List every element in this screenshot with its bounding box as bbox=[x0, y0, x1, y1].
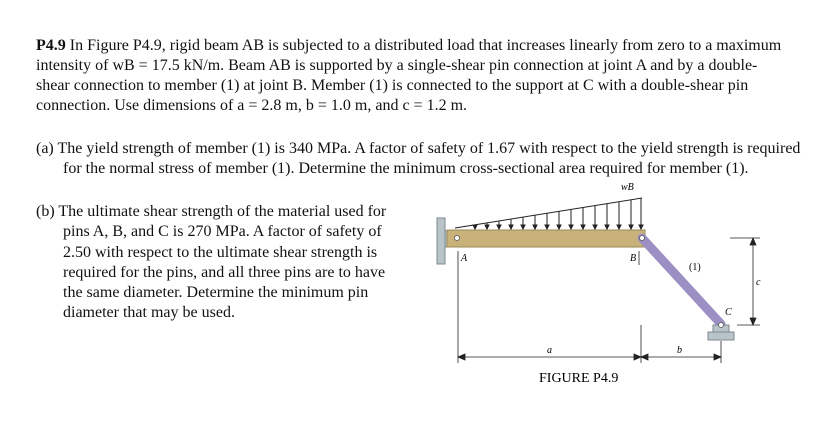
dim-a-label: a bbox=[547, 345, 552, 356]
pin-a bbox=[455, 236, 460, 241]
member-label: (1) bbox=[689, 262, 701, 273]
load-arrows bbox=[473, 198, 643, 229]
member-1 bbox=[642, 238, 721, 324]
part-b bbox=[36, 202, 408, 324]
problem-intro: In Figure P4.9, rigid beam AB is subjected to a distributed load that increases linearly from zero to a maximum intensity of wB = 17.5 kN/m. Beam AB is supported by a single-shear pin connection at joint A and by a double-shear connection to member (1) at joint B. Member (1) is connected to the support at C with a double-shear pin connection. Use dimensions of a = 2.8 m, b = 1.0 m, and c = 1.2 m. bbox=[36, 37, 782, 114]
label-b: B bbox=[630, 253, 637, 264]
part-a-text: The yield strength of member (1) is 340 MPa. A factor of safety of 1.67 with respect to the yield strength is required for the normal stress of member (1). Determine the minimum cross-sectional area required for member (1). bbox=[57, 140, 801, 177]
figure-caption: FIGURE P4.9 bbox=[539, 371, 619, 386]
dim-b-label: b bbox=[677, 345, 682, 356]
figure-p4-9 bbox=[425, 175, 785, 390]
wall-support bbox=[437, 218, 445, 264]
pin-c bbox=[719, 323, 724, 328]
part-b-label: (b) bbox=[36, 203, 55, 220]
part-b-text: The ultimate shear strength of the material used for pins A, B, and C is 270 MPa. A factor of safety of 2.50 with respect to the ultimate shear strength is required for the pins, and all three pins are to have the same diameter. Determine the minimum pin diameter that may be used. bbox=[58, 203, 387, 322]
part-a-label: (a) bbox=[36, 140, 54, 157]
dim-c-label: c bbox=[756, 277, 761, 288]
load-top-line bbox=[455, 198, 642, 228]
problem-statement bbox=[36, 36, 786, 116]
part-a bbox=[36, 139, 803, 179]
beam-ab bbox=[447, 230, 645, 247]
label-a: A bbox=[461, 253, 468, 264]
load-label: wB bbox=[621, 182, 634, 193]
label-c: C bbox=[725, 307, 732, 318]
support-c-base bbox=[708, 332, 734, 340]
pin-b bbox=[640, 236, 645, 241]
problem-number: P4.9 bbox=[36, 37, 66, 54]
